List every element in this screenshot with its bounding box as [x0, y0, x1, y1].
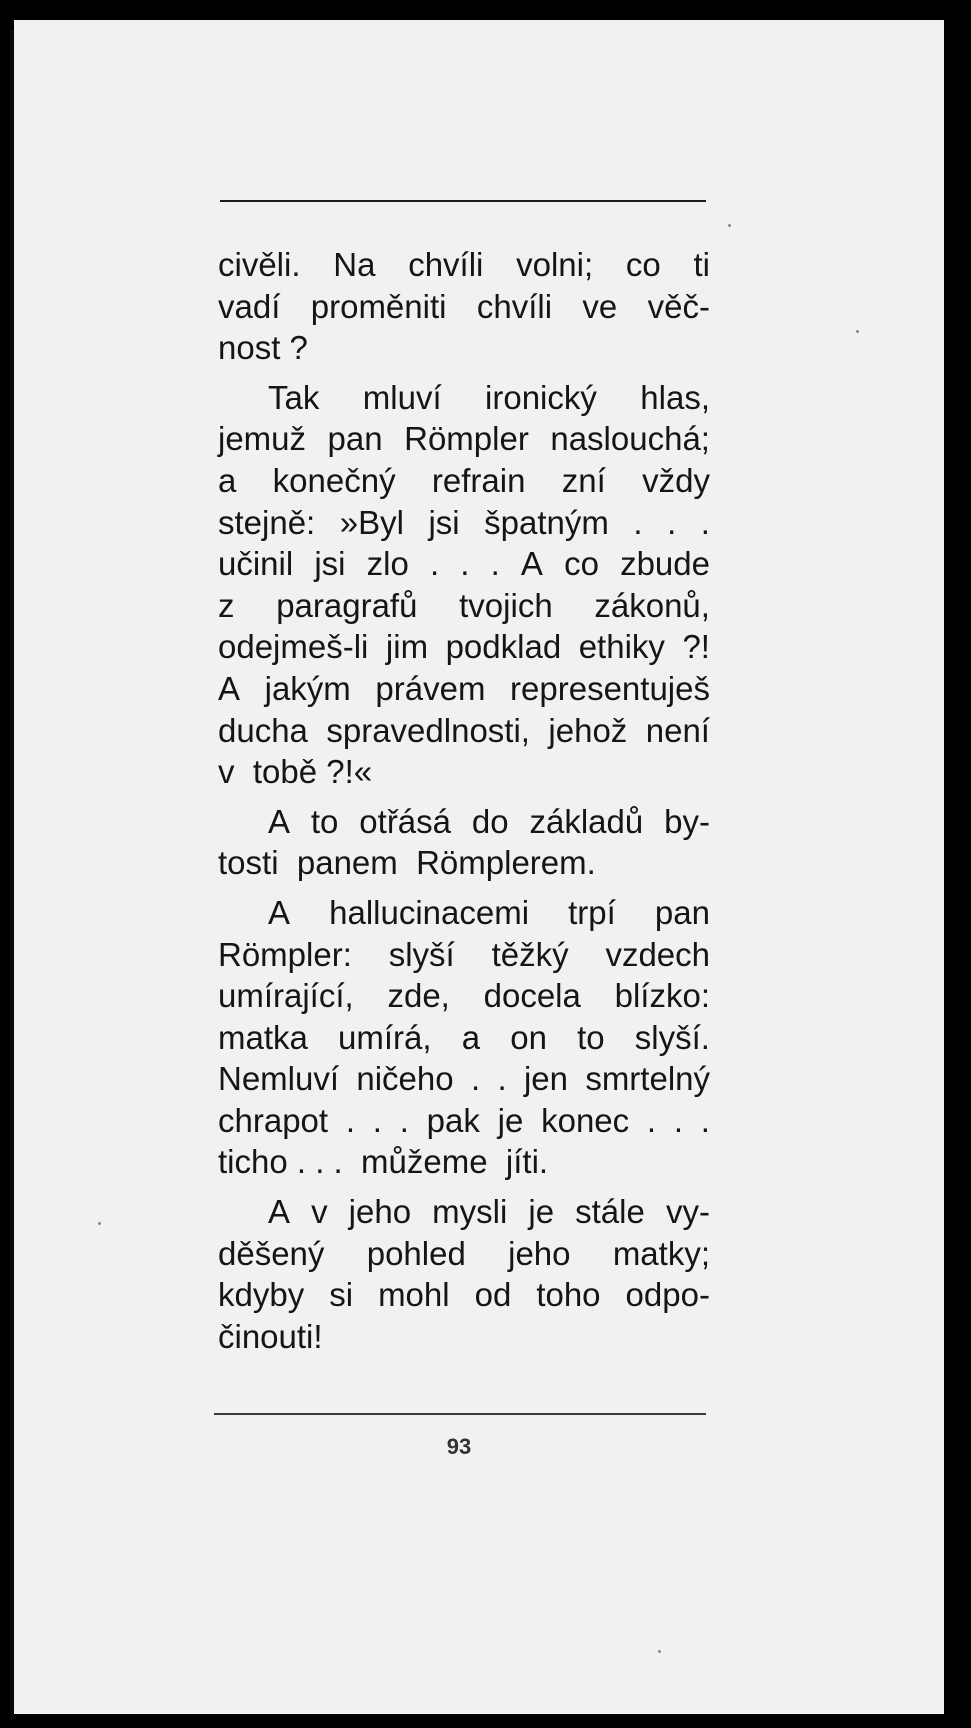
- bottom-rule: [214, 1413, 706, 1415]
- text-line: ticho . . . můžeme jíti.: [218, 1143, 549, 1181]
- paper-speck: [728, 224, 731, 227]
- paragraph: [218, 1191, 710, 1357]
- text-line: v tobě ?!«: [218, 753, 373, 791]
- text-line: činouti!: [218, 1317, 323, 1355]
- text-line: děšený pohled jeho matky;: [218, 1234, 710, 1272]
- page-spine-edge: [10, 30, 14, 1720]
- text-line: odejmeš-li jim podklad ethiky ?!: [218, 628, 710, 666]
- page-number: 93: [446, 1434, 472, 1459]
- paper-speck: [98, 1222, 101, 1225]
- book-page: [14, 20, 944, 1714]
- text-line: A jakým právem representuješ: [218, 669, 710, 707]
- paragraph: [218, 244, 710, 369]
- text-line: z paragrafů tvojich zákonů,: [218, 586, 710, 624]
- text-line: umírající, zde, docela blízko:: [218, 977, 710, 1015]
- text-line: kdyby si mohl od toho odpo-: [218, 1276, 710, 1314]
- paragraph: [218, 801, 710, 884]
- text-line: Römpler: slyší těžký vzdech: [218, 935, 710, 973]
- text-line: civěli. Na chvíli volni; co ti: [218, 246, 710, 283]
- paper-speck: [658, 1650, 661, 1653]
- text-line: A hallucinacemi trpí pan: [268, 893, 710, 931]
- text-line: stejně: »Byl jsi špatným . . .: [218, 503, 710, 541]
- text-line: vadí proměniti chvíli ve věč-: [218, 287, 710, 325]
- text-line: A to otřásá do základů by-: [268, 802, 710, 840]
- text-line: a konečný refrain zní vždy: [218, 461, 710, 499]
- text-line: Tak mluví ironický hlas,: [268, 378, 710, 416]
- top-rule: [220, 200, 706, 202]
- text-line: jemuž pan Römpler naslouchá;: [218, 420, 710, 458]
- paragraph: [218, 892, 710, 1183]
- text-line: tosti panem Römplerem.: [218, 844, 596, 882]
- body-text: [218, 244, 710, 1357]
- text-line: ducha spravedlnosti, jehož není: [218, 711, 710, 749]
- text-line: chrapot . . . pak je konec . . .: [218, 1101, 710, 1139]
- paragraph: [218, 377, 710, 793]
- text-line: nost ?: [218, 329, 308, 367]
- text-line: A v jeho mysli je stále vy-: [268, 1193, 710, 1231]
- text-line: učinil jsi zlo . . . A co zbude: [218, 545, 710, 583]
- text-line: Nemluví ničeho . . jen smrtelný: [218, 1060, 710, 1098]
- text-line: matka umírá, a on to slyší.: [218, 1018, 710, 1056]
- paper-speck: [856, 330, 859, 333]
